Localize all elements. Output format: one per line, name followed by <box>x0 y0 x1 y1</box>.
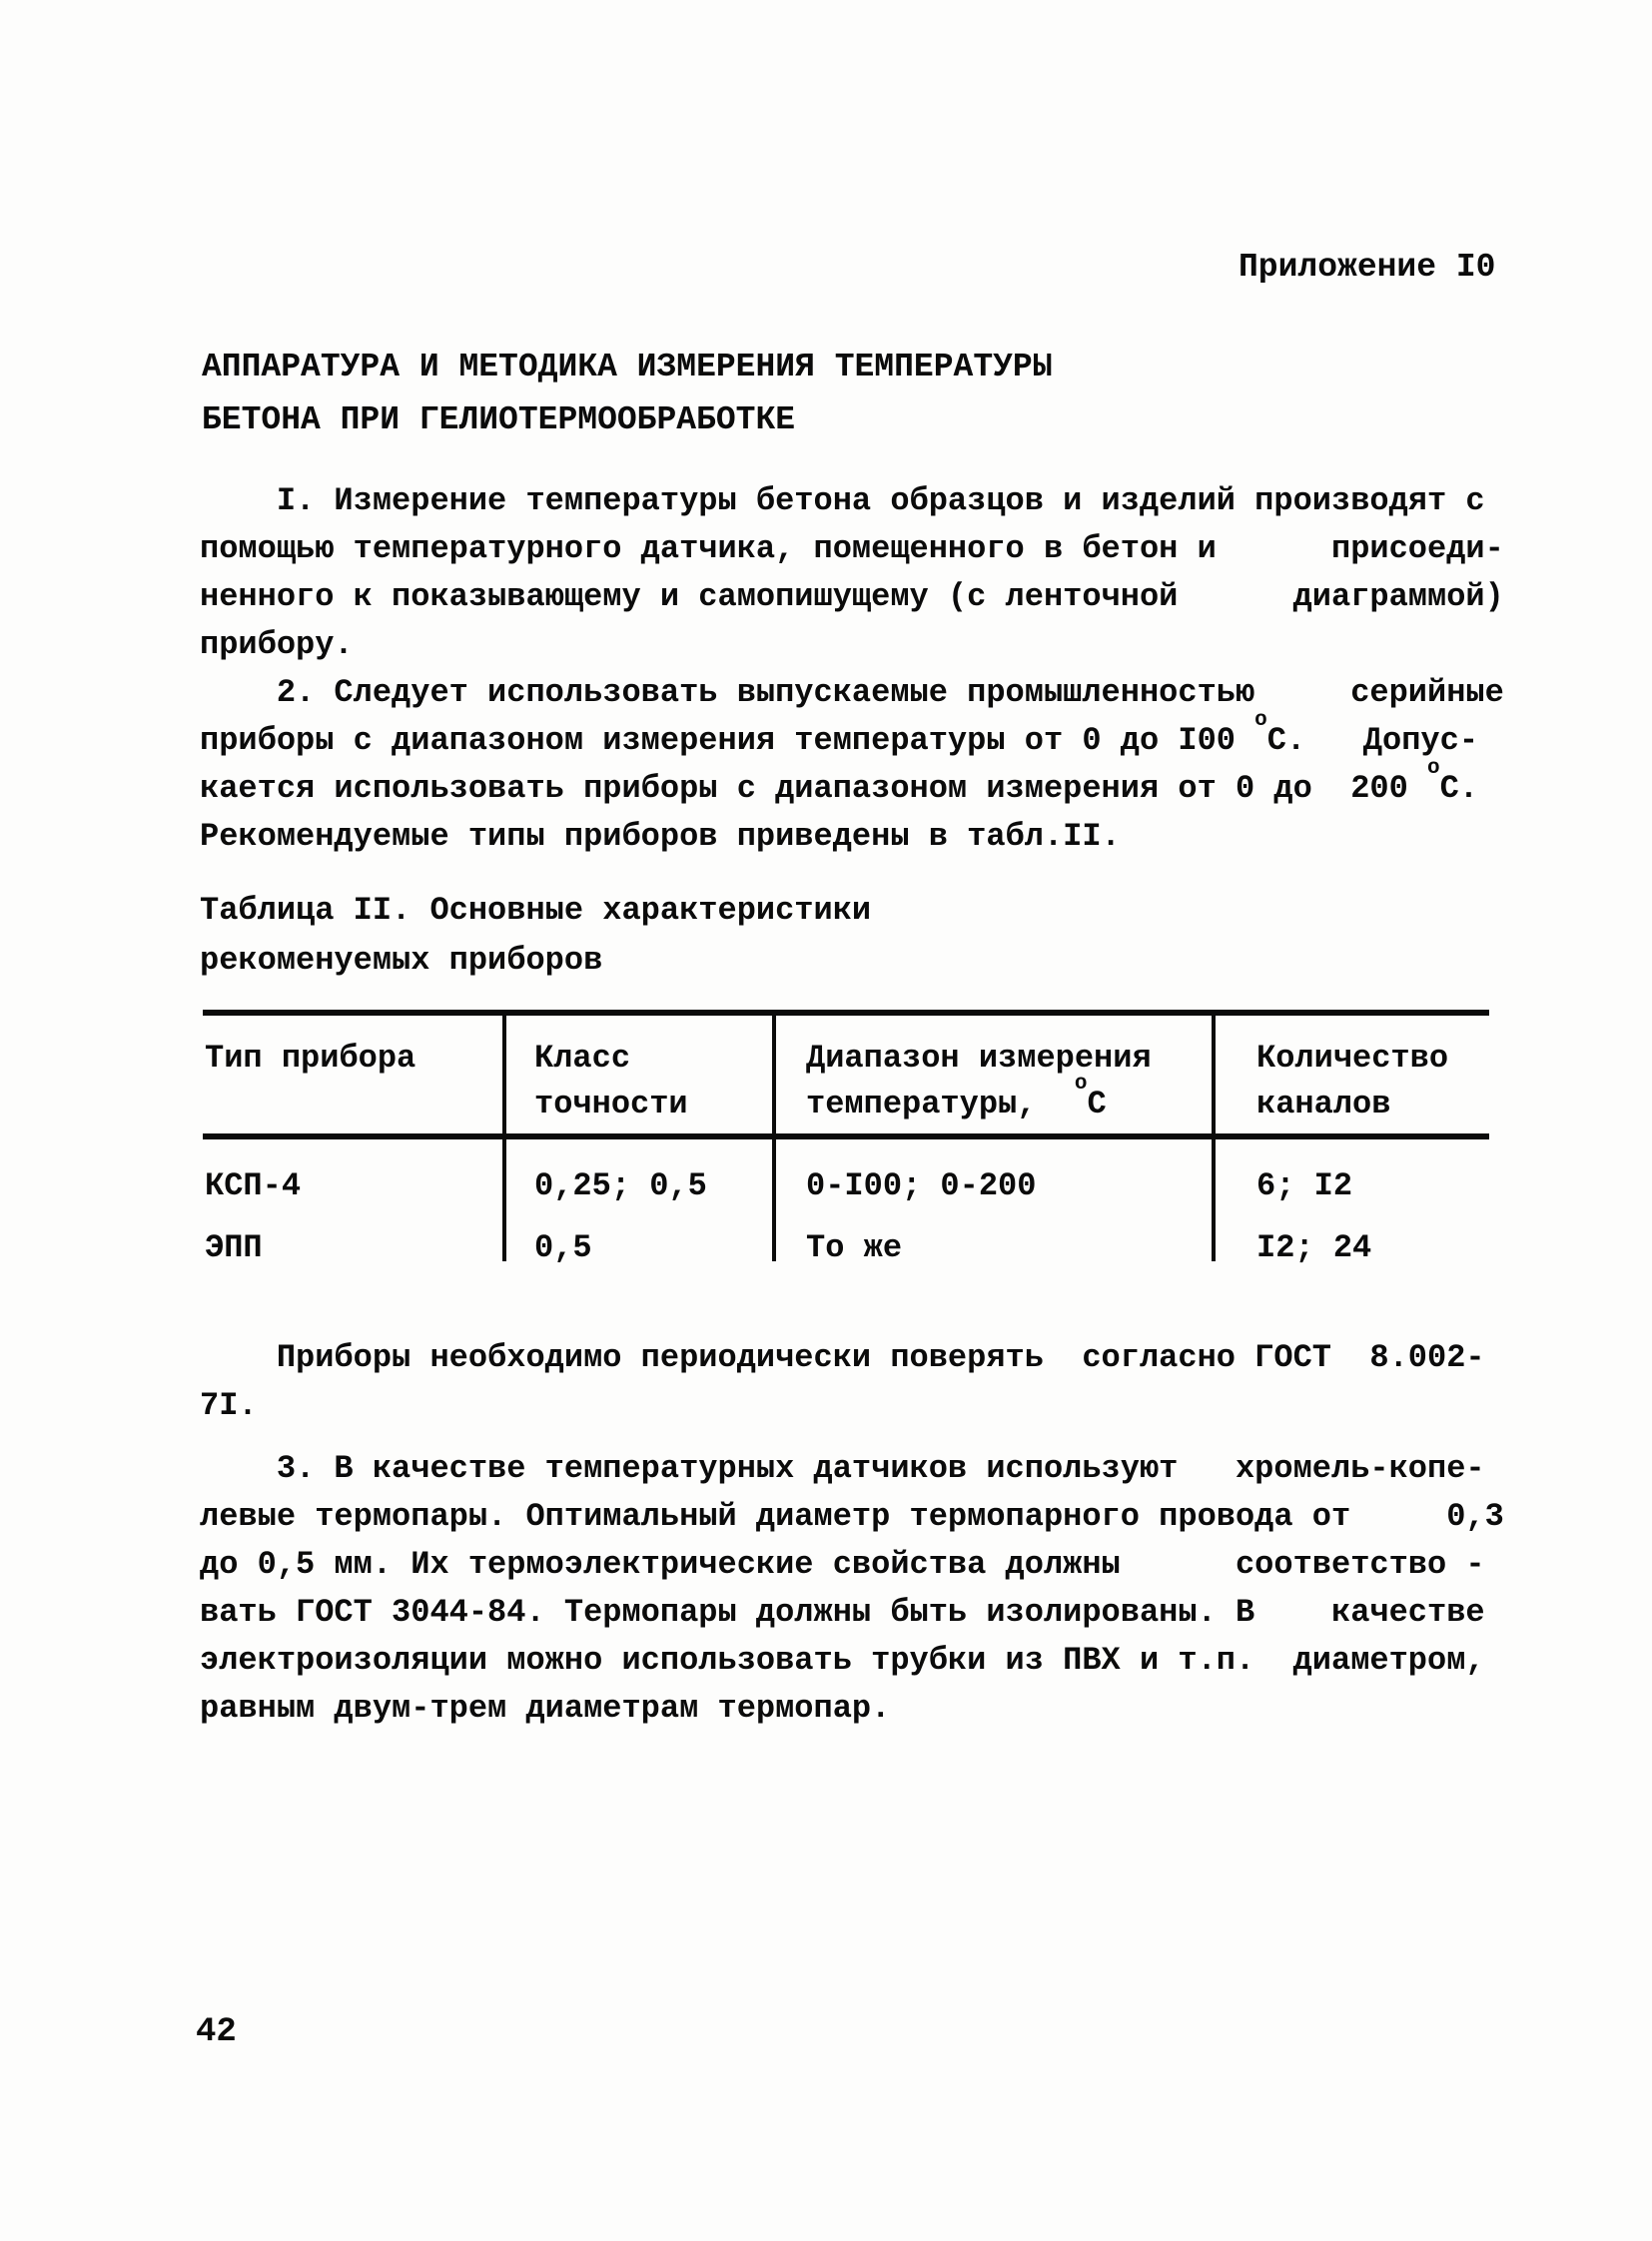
table-cell: 6; I2 <box>1256 1167 1353 1204</box>
table-header-measuring-range <box>806 1040 1152 1131</box>
document-title <box>202 349 1053 454</box>
table-cell: 0,5 <box>534 1229 592 1266</box>
text-line: Количество <box>1256 1040 1449 1077</box>
devices-table <box>203 1010 1489 1266</box>
text-line: рекоменуемых приборов <box>200 942 603 979</box>
table-cell: ЭПП <box>205 1229 263 1266</box>
text-line: 2. Следует использовать выпускаемые промышленностью серийные <box>200 674 1504 711</box>
text-line: равным двум-трем диаметрам термопар. <box>200 1690 891 1727</box>
text-line: 3. В качестве температурных датчиков используют хромель-копе- <box>200 1450 1485 1487</box>
text-line: прибору. <box>200 626 354 663</box>
table-cell: 0,25; 0,5 <box>534 1167 707 1204</box>
superscript-degree: о <box>1074 1073 1088 1097</box>
text-line: 7I. <box>200 1387 258 1424</box>
text-line: АППАРАТУРА И МЕТОДИКА ИЗМЕРЕНИЯ ТЕМПЕРАТУРЫ <box>202 349 1053 385</box>
table-column-divider <box>772 1012 776 1261</box>
text-line: температуры, $^о$С <box>806 1073 1107 1122</box>
superscript-degree: о <box>1427 757 1440 781</box>
table-caption <box>200 892 871 992</box>
table-column-divider <box>1212 1012 1216 1261</box>
text-line: БЕТОНА ПРИ ГЕЛИОТЕРМООБРАБОТКЕ <box>202 401 796 438</box>
gost-verification-note <box>200 1339 1485 1435</box>
text-line: кается использовать приборы с диапазоном измерения от 0 до 200 $^о$С. <box>200 757 1479 807</box>
text-line: вать ГОСТ 3044-84. Термопары должны быть изолированы. В качестве <box>200 1594 1485 1631</box>
superscript-degree: о <box>1254 709 1267 733</box>
table-header-device-type <box>205 1040 415 1086</box>
text-line: Класс <box>534 1040 631 1077</box>
table-top-border <box>203 1010 1489 1016</box>
paragraph-1 <box>200 482 1504 674</box>
table-cell: 0-I00; 0-200 <box>806 1167 1037 1204</box>
table-cell: I2; 24 <box>1256 1229 1372 1266</box>
text-line: приборы с диапазоном измерения температуры от 0 до I00 $^о$С. Допус- <box>200 709 1479 759</box>
text-line: ненного к показывающему и самопишущему (с ленточной диаграммой) <box>200 578 1504 615</box>
page-number: 42 <box>196 2013 237 2051</box>
table-cell: То же <box>806 1229 903 1266</box>
text-line: электроизоляции можно использовать трубки из ПВХ и т.п. диаметром, <box>200 1642 1485 1679</box>
text-line: Тип прибора <box>205 1040 416 1077</box>
text-line: I. Измерение температуры бетона образцов и изделий производят с <box>200 482 1485 519</box>
text-line: до 0,5 мм. Их термоэлектрические свойства должны соответство - <box>200 1546 1485 1583</box>
table-header-separator <box>203 1133 1489 1139</box>
text-line: точности <box>534 1086 688 1122</box>
text-line: Таблица II. Основные характеристики <box>200 892 872 929</box>
table-header-channel-count <box>1256 1040 1448 1131</box>
text-line: помощью температурного датчика, помещенного в бетон и присоеди- <box>200 530 1504 567</box>
table-cell: КСП-4 <box>205 1167 302 1204</box>
table-header-accuracy-class <box>534 1040 688 1131</box>
text-line: левые термопары. Оптимальный диаметр термопарного провода от 0,3 <box>200 1498 1504 1535</box>
text-line: Диапазон измерения <box>806 1040 1152 1077</box>
paragraph-3 <box>200 1450 1504 1738</box>
text-line: Приборы необходимо периодически поверять согласно ГОСТ 8.002- <box>200 1339 1485 1376</box>
text-line: Рекомендуемые типы приборов приведены в табл.II. <box>200 818 1121 855</box>
text-line: каналов <box>1256 1086 1391 1122</box>
paragraph-2 <box>200 674 1504 866</box>
table-column-divider <box>502 1012 506 1261</box>
appendix-label: Приложение I0 <box>1239 249 1496 286</box>
